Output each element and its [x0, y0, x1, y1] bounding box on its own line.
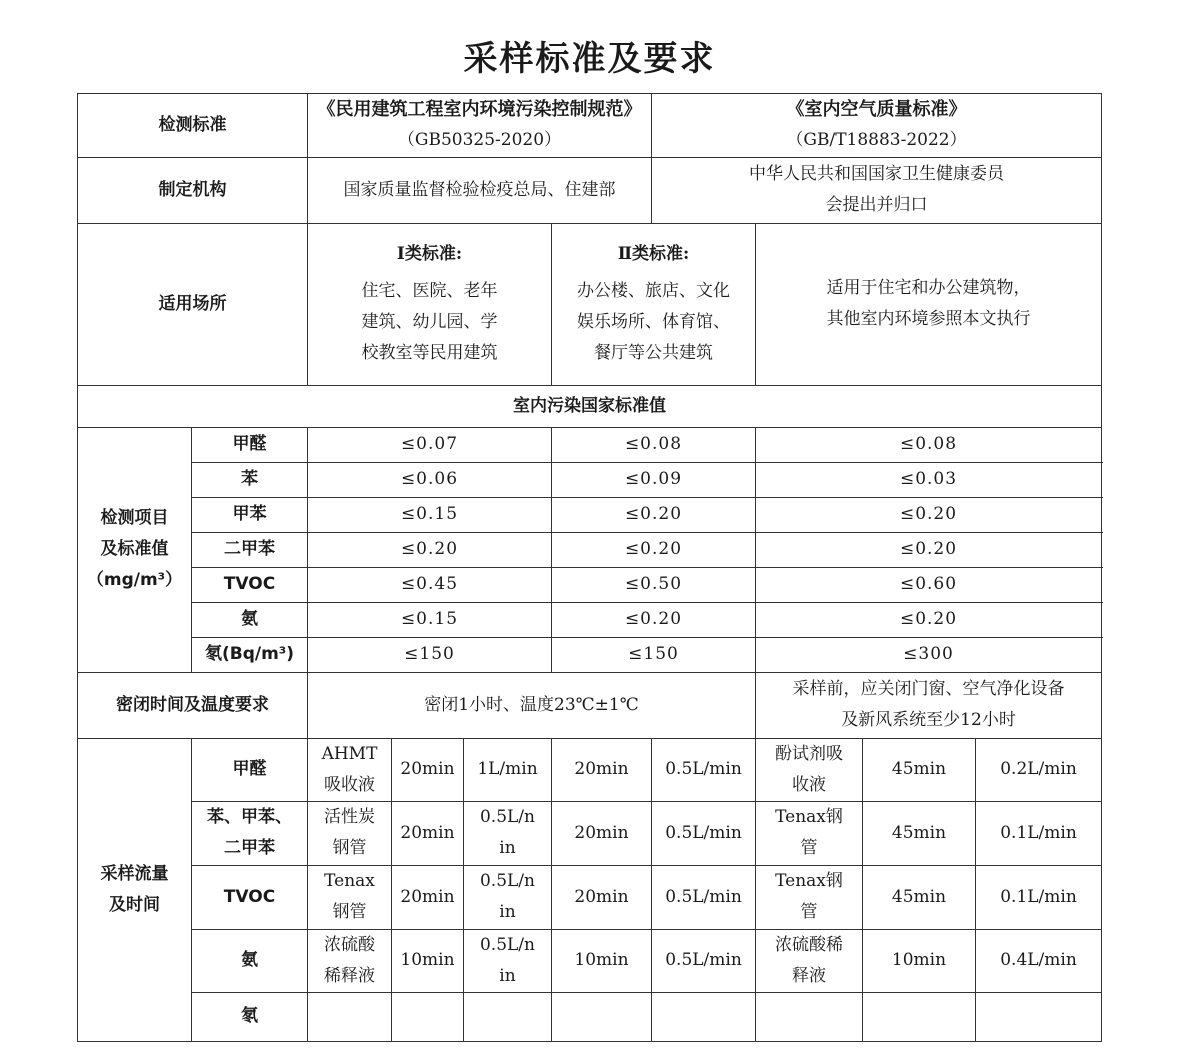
- sampling-standards-table: [77, 26, 1102, 1042]
- sampling-medium-class1: [308, 992, 392, 1041]
- limit-gbt: ≤0.20: [756, 602, 1102, 637]
- venue-class1-title: Ⅰ类标准:: [396, 244, 463, 264]
- limit-gbt: ≤0.08: [756, 427, 1102, 462]
- sampling-time-class2: 20min: [552, 801, 652, 865]
- sampling-medium-class1: 活性炭 钢管: [308, 801, 392, 865]
- sampling-item: 氡: [192, 992, 308, 1041]
- sampling-time-class1: 10min: [392, 929, 464, 992]
- limit-gbt: ≤0.03: [756, 462, 1102, 497]
- limit-class1: ≤0.15: [308, 497, 552, 532]
- label-agency: 制定机构: [78, 157, 308, 223]
- venue-class2-desc: 办公楼、旅店、文化 娱乐场所、体育馆、 餐厅等公共建筑: [577, 281, 730, 363]
- page-title: 采样标准及要求: [78, 26, 1102, 93]
- sampling-flow-class2: 0.5L/min: [652, 738, 756, 801]
- limit-class2: ≤0.50: [552, 567, 756, 602]
- sampling-medium-gbt: 浓硫酸稀 释液: [756, 929, 863, 992]
- sampling-medium-gbt: [756, 992, 863, 1041]
- label-standard: 检测标准: [78, 93, 308, 157]
- label-venue: 适用场所: [78, 223, 308, 385]
- sampling-time-gbt: 45min: [863, 865, 976, 929]
- limit-item: TVOC: [192, 567, 308, 602]
- sampling-time-class1: 20min: [392, 801, 464, 865]
- sampling-time-class1: 20min: [392, 738, 464, 801]
- sampling-time-class2: 20min: [552, 865, 652, 929]
- limit-item: 苯: [192, 462, 308, 497]
- limit-class2: ≤150: [552, 637, 756, 672]
- closure-gb50325: 密闭1小时、温度23℃±1℃: [308, 672, 756, 738]
- sampling-time-class1: 20min: [392, 865, 464, 929]
- venue-gbt: 适用于住宅和办公建筑物， 其他室内环境参照本文执行: [756, 223, 1102, 385]
- sampling-flow-class2: 0.5L/min: [652, 801, 756, 865]
- sampling-flow-class2: [652, 992, 756, 1041]
- sampling-item: 苯、甲苯、 二甲苯: [192, 801, 308, 865]
- label-closure: 密闭时间及温度要求: [78, 672, 308, 738]
- sampling-medium-gbt: Tenax钢 管: [756, 865, 863, 929]
- sampling-flow-class1: 1L/min: [464, 738, 552, 801]
- sampling-flow-gbt: 0.1L/min: [976, 865, 1102, 929]
- limit-item: 甲苯: [192, 497, 308, 532]
- venue-class2-title: Ⅱ类标准:: [617, 244, 690, 264]
- sampling-flow-class2: 0.5L/min: [652, 865, 756, 929]
- limit-class2: ≤0.20: [552, 602, 756, 637]
- sampling-flow-gbt: 0.2L/min: [976, 738, 1102, 801]
- limit-item: 氡(Bq/m³): [192, 637, 308, 672]
- agency-gb50325: 国家质量监督检验检疫总局、住建部: [308, 157, 652, 223]
- standard-gbt18883-code: （GB/T18883-2022）: [786, 130, 967, 150]
- standard-gbt18883-name: 《室内空气质量标准》: [786, 99, 967, 120]
- sampling-flow-class1: 0.5L/n in: [464, 929, 552, 992]
- standard-gb50325-code: （GB50325-2020）: [397, 130, 562, 150]
- limit-gbt: ≤0.20: [756, 497, 1102, 532]
- sampling-flow-class1: [464, 992, 552, 1041]
- standard-gbt18883: [652, 93, 1102, 157]
- sampling-flow-class1: 0.5L/n in: [464, 801, 552, 865]
- sampling-medium-class1: AHMT 吸收液: [308, 738, 392, 801]
- sampling-flow-class2: 0.5L/min: [652, 929, 756, 992]
- sampling-time-gbt: 45min: [863, 801, 976, 865]
- limit-item: 二甲苯: [192, 532, 308, 567]
- venue-class2: [552, 223, 756, 385]
- sampling-item: TVOC: [192, 865, 308, 929]
- sampling-flow-class1: 0.5L/n in: [464, 865, 552, 929]
- venue-class1-desc: 住宅、医院、老年 建筑、幼儿园、学 校教室等民用建筑: [361, 281, 498, 363]
- sampling-medium-class1: 浓硫酸 稀释液: [308, 929, 392, 992]
- limit-class1: ≤150: [308, 637, 552, 672]
- limit-class2: ≤0.08: [552, 427, 756, 462]
- closure-gbt18883: 采样前，应关闭门窗、空气净化设备 及新风系统至少12小时: [756, 672, 1102, 738]
- limit-class1: ≤0.07: [308, 427, 552, 462]
- label-items-values: 检测项目 及标准值 （mg/m³）: [78, 427, 192, 672]
- limit-class1: ≤0.15: [308, 602, 552, 637]
- sampling-time-class1: [392, 992, 464, 1041]
- sampling-time-class2: 20min: [552, 738, 652, 801]
- limit-item: 氨: [192, 602, 308, 637]
- sampling-medium-class1: Tenax 钢管: [308, 865, 392, 929]
- sampling-item: 甲醛: [192, 738, 308, 801]
- sampling-flow-gbt: 0.4L/min: [976, 929, 1102, 992]
- limit-item: 甲醛: [192, 427, 308, 462]
- limit-gbt: ≤0.60: [756, 567, 1102, 602]
- limit-class2: ≤0.09: [552, 462, 756, 497]
- sampling-time-gbt: 45min: [863, 738, 976, 801]
- sampling-item: 氨: [192, 929, 308, 992]
- label-sampling: 采样流量 及时间: [78, 738, 192, 1041]
- sampling-flow-gbt: [976, 992, 1102, 1041]
- sampling-time-gbt: 10min: [863, 929, 976, 992]
- sampling-time-gbt: [863, 992, 976, 1041]
- limit-class2: ≤0.20: [552, 532, 756, 567]
- standard-gb50325: [308, 93, 652, 157]
- sampling-medium-gbt: 酚试剂吸 收液: [756, 738, 863, 801]
- limit-gbt: ≤0.20: [756, 532, 1102, 567]
- limit-class1: ≤0.20: [308, 532, 552, 567]
- standard-gb50325-name: 《民用建筑工程室内环境污染控制规范》: [317, 99, 642, 120]
- agency-gbt18883: 中华人民共和国国家卫生健康委员 会提出并归口: [652, 157, 1102, 223]
- sampling-time-class2: [552, 992, 652, 1041]
- limit-class2: ≤0.20: [552, 497, 756, 532]
- sampling-time-class2: 10min: [552, 929, 652, 992]
- sampling-medium-gbt: Tenax钢 管: [756, 801, 863, 865]
- venue-class1: [308, 223, 552, 385]
- national-values-header: 室内污染国家标准值: [78, 385, 1102, 427]
- limit-class1: ≤0.45: [308, 567, 552, 602]
- limit-gbt: ≤300: [756, 637, 1102, 672]
- sampling-flow-gbt: 0.1L/min: [976, 801, 1102, 865]
- limit-class1: ≤0.06: [308, 462, 552, 497]
